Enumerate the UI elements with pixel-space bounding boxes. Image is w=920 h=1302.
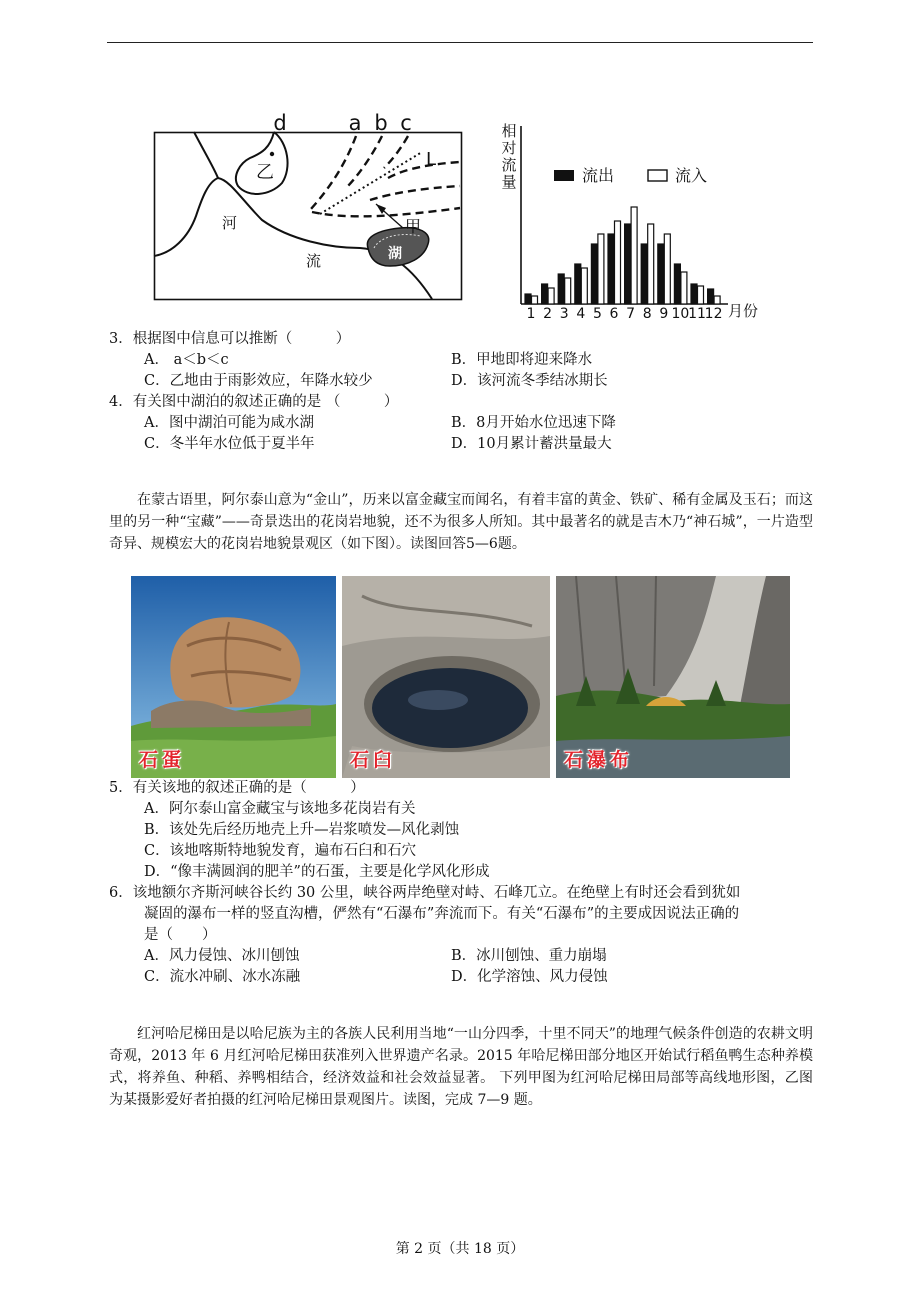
q6-option-d: D．化学溶蚀、风力侵蚀 — [451, 969, 608, 985]
photo-label-stone-mortar: 石臼 — [350, 749, 397, 771]
map-label-jia: 甲 — [405, 217, 422, 236]
flow-bar-chart — [496, 118, 766, 326]
legend-out-swatch — [554, 170, 574, 181]
q3-option-c: C．乙地由于雨影效应，年降水较少 — [144, 373, 373, 389]
svg-text:流: 流 — [501, 156, 517, 174]
x-tick-4: 4 — [576, 306, 586, 322]
bar-in-11 — [698, 286, 704, 304]
q5-option-b: B．该处先后经历地壳上升—岩浆喷发—风化剥蚀 — [144, 822, 460, 838]
x-tick-11: 11 — [688, 306, 706, 322]
bar-in-7 — [631, 207, 637, 304]
intro-paragraph-hani: 红河哈尼梯田是以哈尼族为主的各族人民利用当地“一山分四季，十里不同天”的地理气候条件创造的农耕文明奇观，2013 年 6 月红河哈尼梯田获准列入世界遗产名录。2015 年哈尼梯田部分地区开始试行稻鱼鸭生态种养模式，将养鱼、种稻、养鸭相结合，经济效益和社会效益显著。 下列甲图为红河哈尼梯田局部等高线地形图，乙图为某摄影爱好者拍摄的红河哈尼梯田景观图片。读图，完成 7—9 题。 — [109, 1026, 813, 1108]
q3-option-d: D．该河流冬季结冰期长 — [451, 373, 608, 389]
q5-option-d: D．“像丰满圆润的肥羊”的石蛋，主要是化学风化形成 — [144, 864, 490, 880]
bar-in-1 — [532, 296, 538, 304]
q3-option-a: A． a＜b＜c — [144, 352, 229, 368]
map-label-yi: 乙 — [256, 162, 274, 183]
q4-option-c: C．冬半年水位低于夏半年 — [144, 436, 315, 452]
q3-stem: 3．根据图中信息可以推断（ ） — [109, 331, 351, 347]
intro-paragraph-altai: 在蒙古语里，阿尔泰山意为“金山”，历来以富金藏宝而闻名，有着丰富的黄金、铁矿、稀有金属及玉石；而这里的另一种“宝藏”——奇景迭出的花岗岩地貌，还不为很多人所知。其中最著名的就是吉木乃“神石城”，一片造型奇异、规模宏大的花岗岩地貌景观区（如下图）。读图回答5—6题。 — [109, 492, 813, 552]
legend-in-swatch — [648, 170, 667, 181]
bar-out-4 — [575, 264, 581, 304]
x-tick-8: 8 — [642, 306, 652, 322]
q6-stem-line-3: 是（ ） — [144, 927, 217, 943]
bar-in-10 — [681, 272, 687, 304]
q5-option-a: A．阿尔泰山富金藏宝与该地多花岗岩有关 — [144, 801, 416, 817]
q6-stem-line-2: 凝固的瀑布一样的竖直沟槽，俨然有“石瀑布”奔流而下。有关“石瀑布”的主要成因说法正确的 — [144, 906, 740, 922]
map-label-he: 河 — [222, 214, 238, 232]
bar-in-5 — [598, 234, 604, 304]
bar-out-2 — [542, 284, 548, 304]
bar-in-12 — [714, 296, 720, 304]
map-letter-c: c — [400, 111, 412, 135]
photo-label-stone-egg: 石蛋 — [139, 749, 186, 771]
bar-in-8 — [648, 224, 654, 304]
bar-out-6 — [608, 234, 614, 304]
y-axis-label — [501, 122, 516, 191]
legend-in-label: 流入 — [675, 166, 708, 185]
bar-in-6 — [615, 221, 621, 304]
x-tick-3: 3 — [559, 306, 569, 322]
x-axis-label: 月份 — [728, 302, 759, 320]
bar-out-9 — [658, 244, 664, 304]
x-tick-5: 5 — [592, 306, 602, 322]
q6-option-c: C．流水冲刷、冰水冻融 — [144, 969, 301, 985]
photo-label-stone-waterfall: 石瀑布 — [564, 749, 634, 771]
q4-option-d: D．10月累计蓄洪量最大 — [451, 436, 612, 452]
q6-option-b: B．冰川刨蚀、重力崩塌 — [451, 948, 607, 964]
photo-stone-egg — [131, 576, 336, 778]
q4-option-a: A．图中湖泊可能为咸水湖 — [144, 415, 314, 431]
map-letter-d: d — [273, 111, 287, 135]
map-letter-b: b — [374, 111, 388, 135]
bar-out-5 — [591, 244, 597, 304]
bar-in-4 — [581, 268, 587, 304]
x-tick-1: 1 — [526, 306, 536, 322]
svg-text:对: 对 — [501, 139, 517, 157]
bar-out-11 — [691, 284, 697, 304]
x-tick-6: 6 — [609, 306, 619, 322]
q5-stem: 5．有关该地的叙述正确的是（ ） — [109, 780, 365, 796]
bar-out-3 — [558, 274, 564, 304]
header-rule — [107, 42, 813, 43]
bar-in-2 — [548, 288, 554, 304]
bar-out-10 — [674, 264, 680, 304]
q5-option-c: C．该地喀斯特地貌发育，遍布石臼和石穴 — [144, 843, 417, 859]
bar-out-8 — [641, 244, 647, 304]
bar-in-9 — [664, 234, 670, 304]
svg-text:量: 量 — [501, 173, 517, 191]
q3-option-b: B．甲地即将迎来降水 — [451, 352, 593, 368]
map-letter-L: L — [426, 149, 437, 170]
q4-option-b: B．8月开始水位迅速下降 — [451, 415, 616, 431]
x-tick-12: 12 — [704, 306, 723, 322]
x-tick-7: 7 — [626, 306, 636, 322]
q6-option-a: A．风力侵蚀、冰川刨蚀 — [144, 948, 300, 964]
bar-out-12 — [708, 289, 714, 304]
photo-stone-mortar — [342, 576, 550, 778]
map-label-liu: 流 — [306, 252, 322, 270]
legend-out-label: 流出 — [582, 166, 615, 185]
bar-out-7 — [625, 224, 631, 304]
map-letter-a: a — [348, 111, 362, 135]
photo-stone-waterfall — [556, 576, 790, 778]
bar-in-3 — [565, 278, 571, 304]
x-tick-10: 10 — [671, 306, 690, 322]
bar-out-1 — [525, 294, 531, 304]
map-label-lake: 湖 — [388, 246, 402, 262]
contour-map — [150, 108, 466, 306]
q6-stem-line-1: 6．该地额尔齐斯河峡谷长约 30 公里，峡谷两岸绝壁对峙、石峰兀立。在绝壁上有时还会看到犹如 — [109, 885, 741, 901]
page-footer: 第 2 页（共 18 页） — [395, 1241, 525, 1257]
x-tick-2: 2 — [543, 306, 553, 322]
x-tick-9: 9 — [659, 306, 669, 322]
svg-text:相: 相 — [501, 122, 517, 140]
q4-stem: 4．有关图中湖泊的叙述正确的是 （ ） — [109, 394, 399, 410]
